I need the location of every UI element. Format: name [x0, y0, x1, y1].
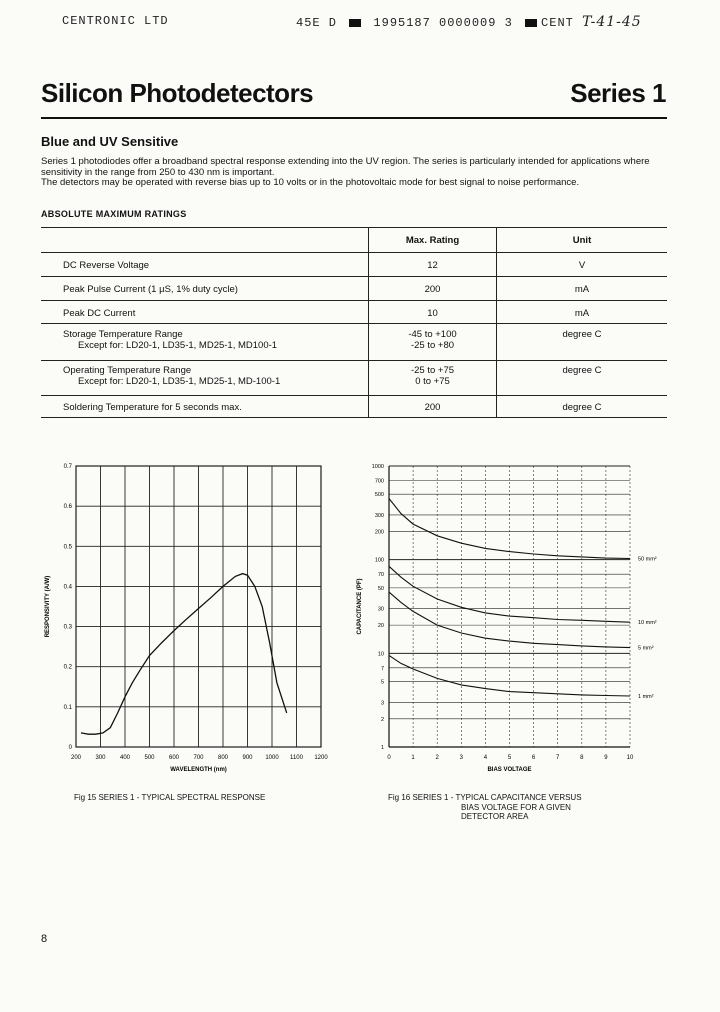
- table-row: [41, 361, 667, 396]
- unit-cell: mA: [497, 277, 668, 301]
- y-tick-label: 30: [377, 606, 384, 613]
- y-axis-label: CAPACITANCE (PF): [357, 578, 363, 635]
- rating-cell: [369, 324, 497, 361]
- y-tick-label: 3: [380, 700, 384, 707]
- param-exception: Except for: LD20-1, LD35-1, MD25-1, MD100-1: [78, 340, 278, 351]
- x-tick-label: 4: [483, 755, 488, 761]
- x-tick-label: 700: [193, 755, 204, 761]
- param-label: Operating Temperature Range: [63, 365, 192, 376]
- y-tick-label: 0.2: [63, 664, 72, 671]
- doc-cent: CENT: [541, 16, 574, 30]
- y-tick-label: 7: [380, 665, 384, 672]
- y-tick-label: 2: [380, 716, 384, 723]
- series-label: 5 mm²: [638, 645, 654, 652]
- rating-exception: -25 to +80: [410, 340, 455, 351]
- x-tick-label: 1000: [265, 755, 279, 761]
- x-tick-label: 800: [217, 755, 229, 761]
- unit-cell: degree C: [497, 324, 668, 361]
- x-axis-label: BIAS VOLTAGE: [487, 767, 532, 773]
- x-tick-label: 0: [387, 755, 391, 761]
- spectral-response-chart: [40, 458, 340, 780]
- ratings-table: [41, 227, 667, 418]
- y-tick-label: 0.3: [63, 624, 72, 631]
- rating-exception: 0 to +75: [415, 376, 450, 387]
- param-cell: Peak Pulse Current (1 µS, 1% duty cycle): [63, 284, 238, 295]
- x-tick-label: 200: [70, 755, 82, 761]
- table-row: [41, 301, 667, 324]
- y-tick-label: 300: [374, 512, 384, 519]
- y-tick-label: 100: [374, 557, 384, 564]
- series-label: 50 mm²: [638, 556, 657, 563]
- x-tick-label: 10: [626, 755, 634, 761]
- param-cell: [41, 361, 369, 396]
- ratings-title: ABSOLUTE MAXIMUM RATINGS: [41, 209, 187, 219]
- header-rating: Max. Rating: [369, 228, 497, 253]
- x-tick-label: 1: [411, 755, 415, 761]
- company-header: CENTRONIC LTD: [62, 14, 169, 28]
- redaction-block: [525, 19, 537, 27]
- series-line-responsivity: [81, 574, 287, 735]
- intro-text: [41, 157, 669, 189]
- header-param: [41, 228, 369, 253]
- rating-cell: 200: [369, 396, 497, 418]
- x-tick-label: 900: [242, 755, 253, 761]
- y-tick-label: 500: [374, 492, 384, 499]
- x-tick-label: 1200: [314, 755, 328, 761]
- table-row: [41, 396, 667, 418]
- param-exception: Except for: LD20-1, LD35-1, MD25-1, MD-100-1: [78, 376, 281, 387]
- param-label: Storage Temperature Range: [63, 329, 183, 340]
- fig16-caption-line: BIAS VOLTAGE FOR A GIVEN: [461, 802, 571, 812]
- x-tick-label: 9: [604, 755, 608, 761]
- y-tick-label: 5: [380, 679, 384, 686]
- rating-cell: 12: [369, 253, 497, 277]
- y-tick-label: 0.4: [63, 584, 72, 591]
- param-cell: Soldering Temperature for 5 seconds max.: [63, 402, 242, 413]
- series-label: 1 mm²: [638, 694, 654, 701]
- intro-paragraph: The detectors may be operated with reverse bias up to 10 volts or in the photovoltaic mode for best signal to noise performance.: [41, 177, 580, 188]
- y-tick-label: 10: [377, 651, 384, 658]
- unit-cell: degree C: [497, 396, 668, 418]
- param-cell: DC Reverse Voltage: [63, 260, 150, 271]
- x-tick-label: 400: [119, 755, 131, 761]
- param-cell: Peak DC Current: [63, 308, 136, 319]
- y-tick-label: 700: [374, 478, 384, 485]
- y-tick-label: 0.1: [63, 704, 72, 711]
- rating-value: -45 to +100: [408, 329, 457, 340]
- y-tick-label: 1: [380, 745, 384, 751]
- intro-paragraph: Series 1 photodiodes offer a broadband spectral response extending into the UV region. The series is particularly intended for applications where sensitivity in the range from 250 to 430 nm is important.: [41, 156, 650, 178]
- fig15-caption: Fig 15 SERIES 1 - TYPICAL SPECTRAL RESPONSE: [74, 793, 266, 802]
- fig16-caption: [388, 793, 582, 822]
- y-tick-label: 70: [377, 572, 384, 579]
- x-tick-label: 7: [556, 755, 560, 761]
- x-tick-label: 500: [144, 755, 155, 761]
- y-axis-label: RESPONSIVITY (A/W): [45, 575, 51, 638]
- x-tick-label: 600: [168, 755, 180, 761]
- handwritten-note: T-41-45: [582, 14, 642, 30]
- y-tick-label: 0: [68, 745, 72, 751]
- series-label: 10 mm²: [638, 620, 657, 627]
- y-tick-label: 0.6: [63, 504, 72, 511]
- series-label: Series 1: [570, 78, 666, 108]
- rating-cell: 10: [369, 301, 497, 324]
- y-tick-label: 0.7: [63, 464, 72, 470]
- y-tick-label: 0.5: [63, 544, 72, 551]
- doc-code-header: [296, 14, 642, 30]
- y-tick-label: 50: [377, 585, 384, 592]
- x-tick-label: 5: [507, 755, 512, 761]
- x-tick-label: 1100: [290, 755, 303, 761]
- unit-cell: V: [497, 253, 668, 277]
- fig16-caption-line: Fig 16 SERIES 1 - TYPICAL CAPACITANCE VERSUS: [388, 793, 582, 802]
- title-rule: [41, 117, 667, 119]
- page-number: 8: [41, 933, 48, 945]
- table-row: [41, 277, 667, 301]
- x-tick-label: 300: [95, 755, 106, 761]
- doc-ref: 1995187 0000009 3: [373, 16, 513, 30]
- subtitle: Blue and UV Sensitive: [41, 134, 179, 149]
- rating-cell: [369, 361, 497, 396]
- doc-code: 45E D: [296, 16, 338, 30]
- x-tick-label: 3: [459, 755, 463, 761]
- header-unit: Unit: [497, 228, 668, 253]
- x-tick-label: 8: [580, 755, 584, 761]
- y-tick-label: 200: [374, 529, 384, 536]
- table-header-row: [41, 228, 667, 253]
- redaction-block: [349, 19, 361, 27]
- table-row: [41, 253, 667, 277]
- fig16-caption-line: DETECTOR AREA: [461, 812, 529, 821]
- unit-cell: mA: [497, 301, 668, 324]
- x-axis-label: WAVELENGTH (nm): [170, 767, 227, 773]
- y-tick-label: 1000: [371, 464, 384, 470]
- param-cell: [41, 324, 369, 361]
- y-tick-label: 20: [377, 623, 384, 630]
- x-tick-label: 6: [531, 755, 536, 761]
- table-row: [41, 324, 667, 361]
- page-title: Silicon Photodetectors: [41, 78, 314, 108]
- rating-cell: 200: [369, 277, 497, 301]
- capacitance-chart: [345, 458, 675, 780]
- x-tick-label: 2: [435, 755, 439, 761]
- unit-cell: degree C: [497, 361, 668, 396]
- rating-value: -25 to +75: [410, 365, 455, 376]
